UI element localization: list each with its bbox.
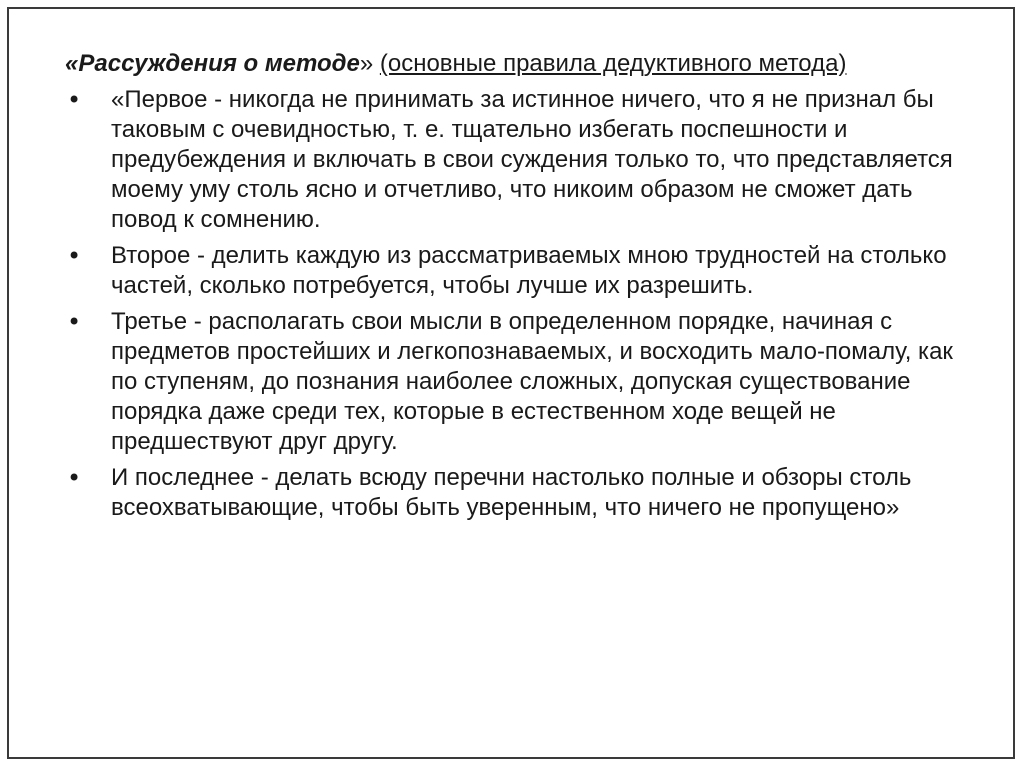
list-item <box>65 85 965 235</box>
list-item <box>65 463 965 523</box>
heading-quote-close: » <box>359 50 380 77</box>
slide-heading <box>65 49 965 79</box>
bullet-icon: • <box>67 464 82 492</box>
rule-text: И последнее - делать всюду перечни настолько полные и обзоры столь всеохватывающие, чтобы быть уверенным, что ничего не пропущено» <box>111 464 912 521</box>
rules-list <box>65 85 965 523</box>
heading-title: Рассуждения о методе <box>78 50 360 77</box>
rule-text: «Первое - никогда не принимать за истинное ничего, что я не признал бы таковым с очевидностью, т. е. тщательно избегать поспешности и предубеждения и включать в свои суждения только то, что представляется моему уму столь ясно и отчетливо, что никоим образом не сможет дать повод к сомнению. <box>111 86 953 233</box>
bullet-icon: • <box>67 86 82 114</box>
slide-frame <box>7 7 1015 759</box>
list-item <box>65 241 965 301</box>
slide-content <box>65 49 965 529</box>
bullet-icon: • <box>67 308 82 336</box>
heading-quote-open: « <box>65 50 79 77</box>
rule-text: Второе - делить каждую из рассматриваемых мною трудностей на столько частей, сколько потребуется, чтобы лучше их разрешить. <box>111 242 947 299</box>
bullet-icon: • <box>67 242 82 270</box>
heading-subtitle: (основные правила дедуктивного метода) <box>379 50 847 77</box>
rule-text: Третье - располагать свои мысли в определенном порядке, начиная с предметов простейших и легкопознаваемых, и восходить мало-помалу, как по ступеням, до познания наиболее сложных, допуская существование порядка даже среди тех, которые в естественном ходе вещей не предшествуют друг другу. <box>111 308 953 455</box>
list-item <box>65 307 965 457</box>
